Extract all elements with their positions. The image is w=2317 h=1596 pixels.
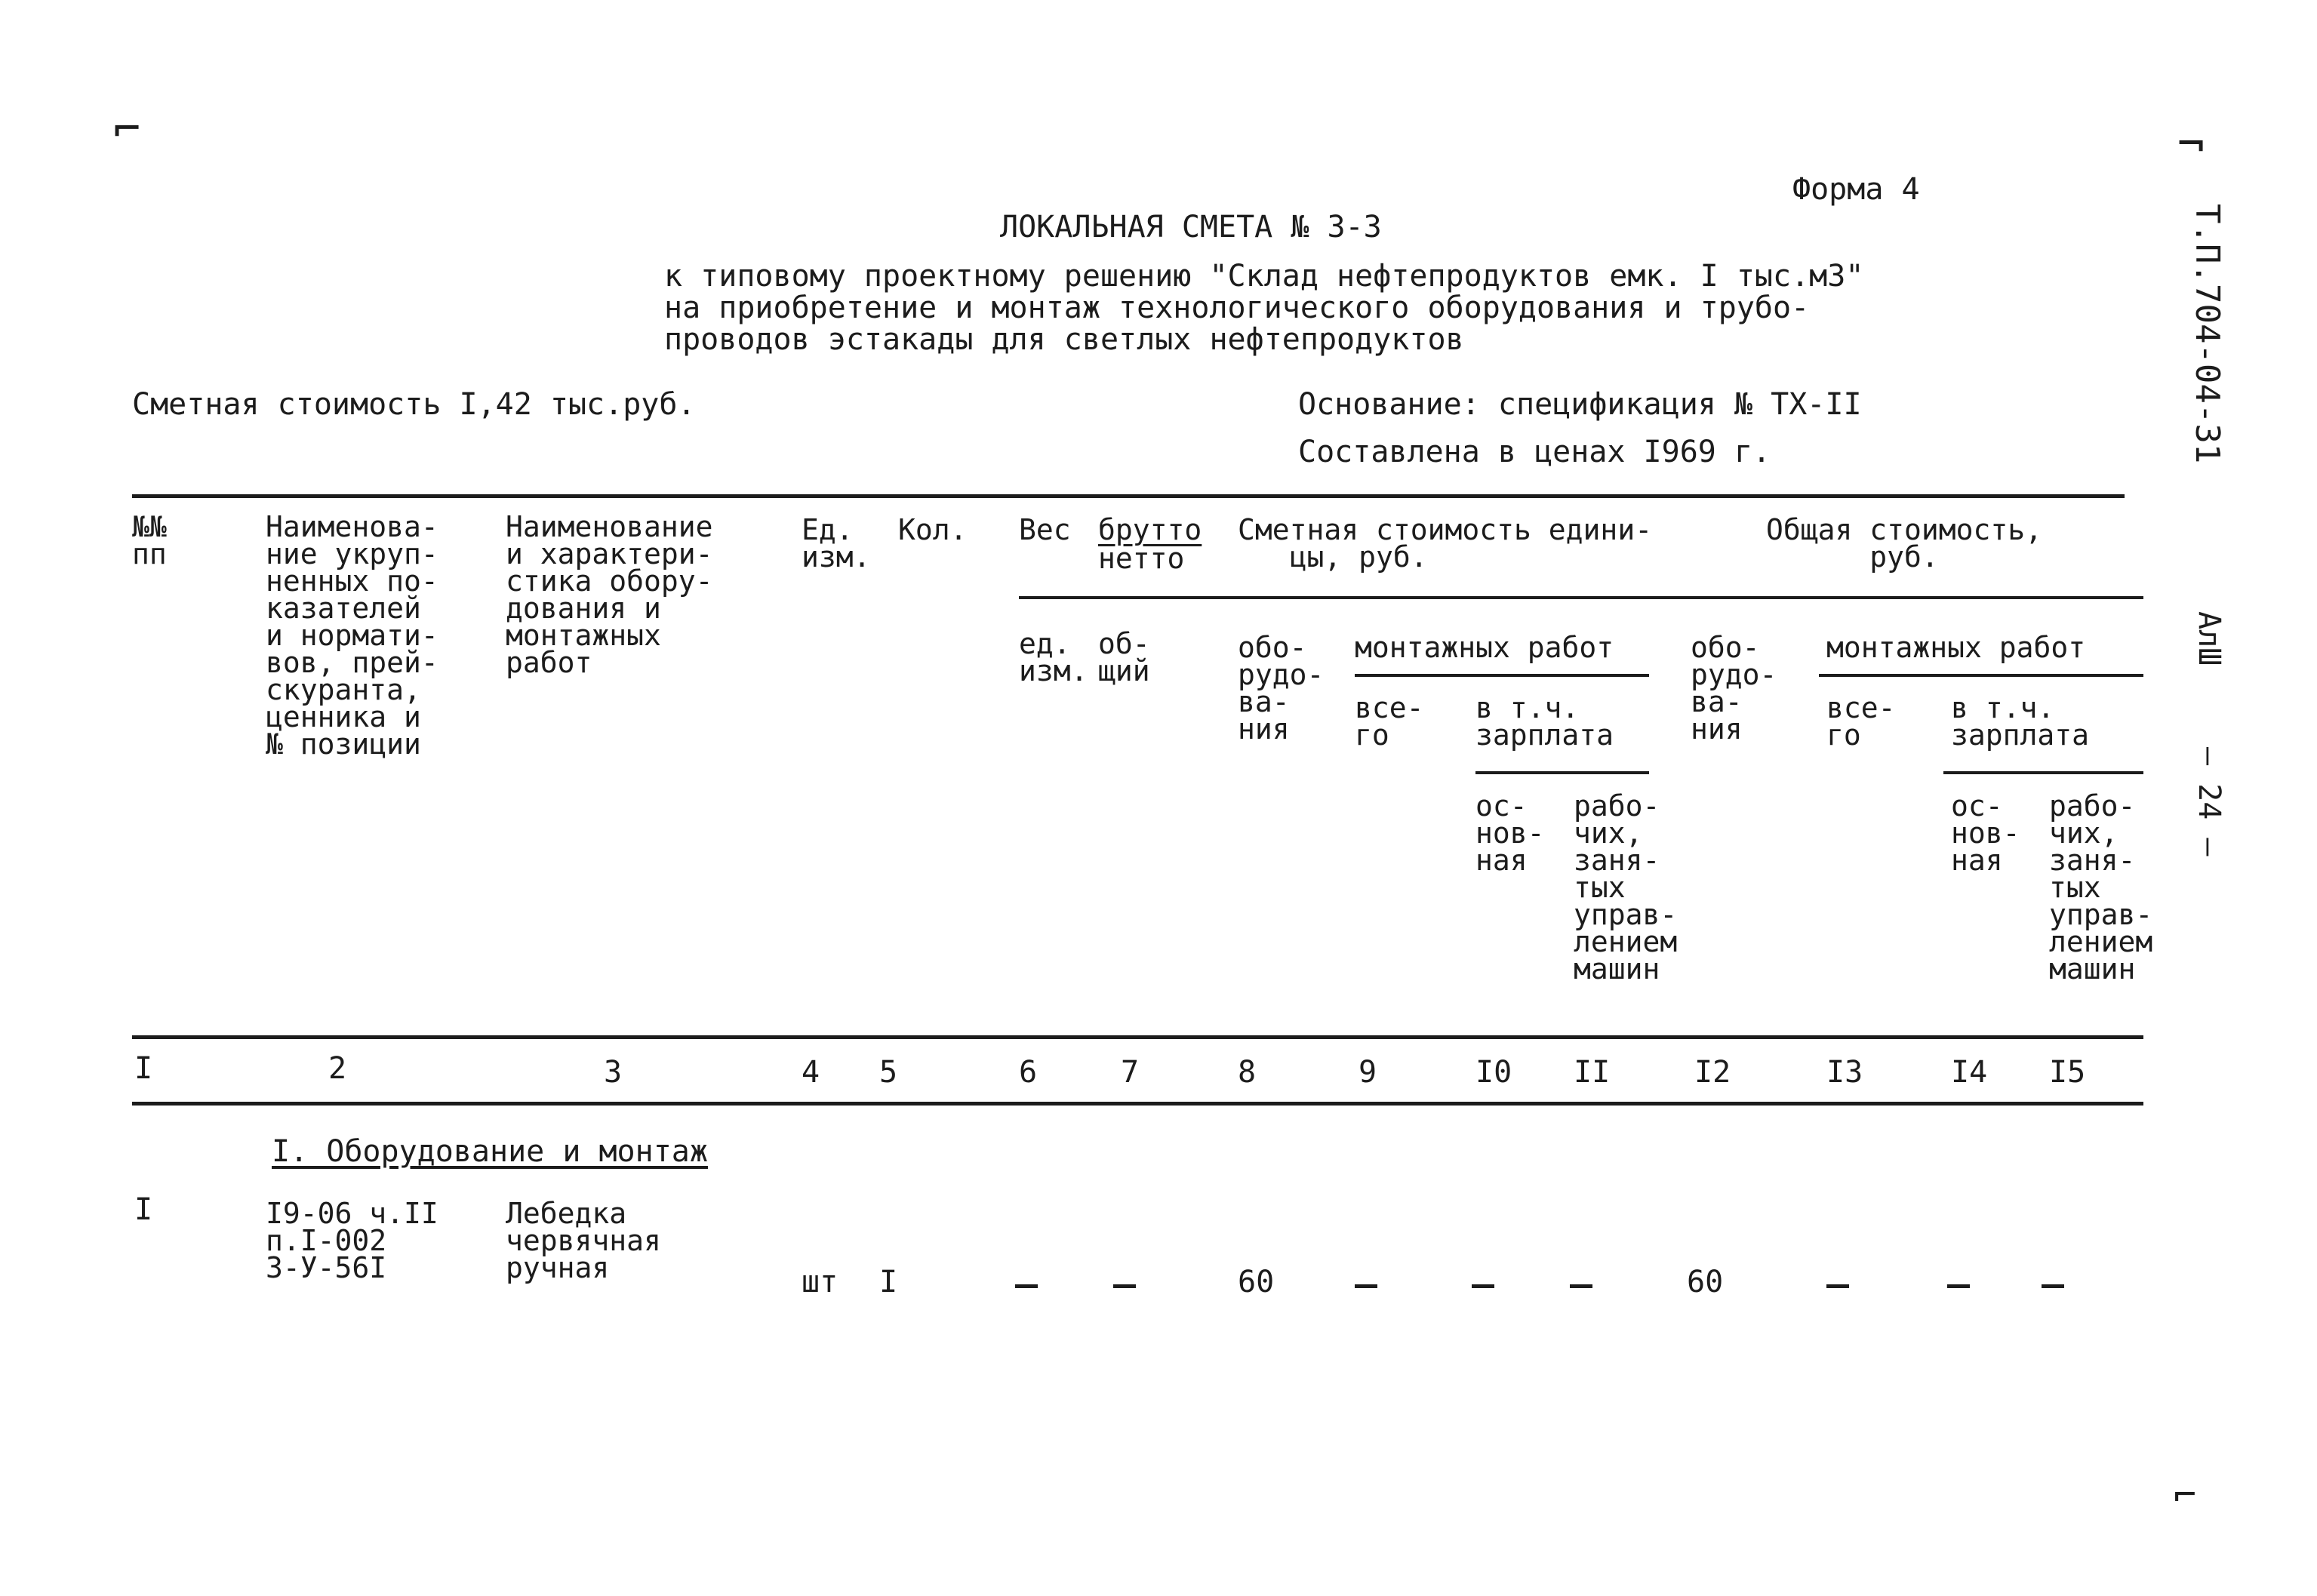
column-number: II bbox=[1574, 1055, 1611, 1090]
column-number: 7 bbox=[1121, 1055, 1140, 1090]
section-title: I. Оборудование и монтаж bbox=[272, 1134, 708, 1169]
side-album: АлШ bbox=[2192, 611, 2226, 666]
column-number: 6 bbox=[1019, 1055, 1038, 1090]
basis-specification: Основание: спецификация № ТХ-II bbox=[1298, 387, 1862, 422]
row-number: I bbox=[134, 1192, 153, 1227]
header-weight-netto: нетто bbox=[1098, 542, 1185, 575]
header-col-code: Наименова- ние укруп- ненных по- казателей и нормати- вов, прей- скуранта, ценника и № позиции bbox=[266, 510, 438, 761]
row-equipment-unit-cost: 60 bbox=[1238, 1265, 1275, 1299]
column-number: I2 bbox=[1694, 1055, 1731, 1090]
header-total-salary-machine: рабо- чих, заня- тых управ- лением машин bbox=[2049, 789, 2153, 986]
header-weight-unit: ед. изм. bbox=[1019, 627, 1088, 687]
subtitle-line-3: проводов эстакады для светлых нефтепродуктов bbox=[664, 322, 1464, 357]
subtitle-line-2: на приобретение и монтаж технологического оборудования и трубо- bbox=[664, 291, 1810, 325]
header-divider-salary-unit bbox=[1475, 771, 1649, 774]
dash-salary-total-basic bbox=[1947, 1284, 1970, 1288]
dash-salary-total-machine bbox=[2042, 1284, 2064, 1288]
column-number: 8 bbox=[1238, 1055, 1257, 1090]
header-total-salary-basic: ос- нов- ная bbox=[1951, 789, 2020, 877]
row-name: Лебедка червячная ручная bbox=[506, 1197, 661, 1284]
header-unit-install-total: все- го bbox=[1355, 691, 1424, 752]
header-col-number: №№ пп bbox=[132, 510, 167, 570]
dash-weight-unit bbox=[1015, 1284, 1038, 1288]
header-col-unit: Ед. изм. bbox=[802, 513, 871, 574]
column-number: 9 bbox=[1359, 1055, 1377, 1090]
estimated-cost: Сметная стоимость I,42 тыс.руб. bbox=[132, 387, 696, 422]
column-number: 4 bbox=[802, 1055, 820, 1090]
header-weight-total: об- щий bbox=[1098, 627, 1150, 687]
dash-weight-total bbox=[1113, 1284, 1136, 1288]
header-divider-weight bbox=[1019, 596, 2143, 599]
column-number: I0 bbox=[1475, 1055, 1512, 1090]
form-label: Форма 4 bbox=[1792, 172, 1920, 207]
dash-salary-unit-machine bbox=[1570, 1284, 1592, 1288]
subtitle-line-1: к типовому проектному решению "Склад нефтепродуктов емк. I тыс.м3" bbox=[664, 259, 1864, 294]
header-weight-prefix: Вес bbox=[1019, 513, 1071, 546]
corner-mark-top-left: ⌐ bbox=[113, 103, 141, 155]
header-total-installation: монтажных работ bbox=[1826, 631, 2086, 664]
header-divider-install-total bbox=[1819, 674, 2143, 677]
header-total-incl-salary: в т.ч. зарплата bbox=[1951, 691, 2090, 752]
header-unit-cost: Сметная стоимость едини- цы, руб. bbox=[1238, 513, 1653, 574]
column-number: 3 bbox=[604, 1055, 623, 1090]
header-divider-install-unit bbox=[1355, 674, 1649, 677]
column-number: I3 bbox=[1826, 1055, 1863, 1090]
header-unit-installation: монтажных работ bbox=[1355, 631, 1614, 664]
column-numbers-rule bbox=[132, 1102, 2143, 1106]
column-number: 2 bbox=[328, 1051, 347, 1086]
column-number: I5 bbox=[2049, 1055, 2086, 1090]
row-quantity: I bbox=[879, 1265, 898, 1299]
header-total-equipment: обо- рудо- ва- ния bbox=[1691, 631, 1777, 746]
header-col-quantity: Кол. bbox=[898, 513, 968, 546]
corner-mark-top-right: ¬ bbox=[2177, 118, 2205, 171]
column-number: I4 bbox=[1951, 1055, 1988, 1090]
header-col-name: Наименование и характери- стика обору- дования и монтажных работ bbox=[506, 510, 713, 679]
column-number: I bbox=[134, 1051, 153, 1086]
table-top-rule bbox=[132, 494, 2125, 498]
corner-mark-bottom-right: ⌐ bbox=[2174, 1473, 2197, 1517]
row-unit: шт bbox=[802, 1265, 838, 1299]
header-total-install-total: все- го bbox=[1826, 691, 1896, 752]
header-weight-brutto: брутто bbox=[1098, 513, 1202, 546]
dash-install-total bbox=[1826, 1284, 1849, 1288]
row-code: I9-06 ч.II п.I-002 3-У-56I bbox=[266, 1197, 438, 1284]
header-bottom-rule bbox=[132, 1035, 2143, 1039]
side-page-number: — 24 — bbox=[2192, 747, 2226, 856]
header-unit-salary-basic: ос- нов- ная bbox=[1475, 789, 1545, 877]
document-title: ЛОКАЛЬНАЯ СМЕТА № 3-3 bbox=[1000, 210, 1382, 244]
dash-salary-unit-basic bbox=[1472, 1284, 1494, 1288]
header-unit-incl-salary: в т.ч. зарплата bbox=[1475, 691, 1614, 752]
header-unit-equipment: обо- рудо- ва- ния bbox=[1238, 631, 1325, 746]
column-number: 5 bbox=[879, 1055, 898, 1090]
header-total-cost: Общая стоимость, руб. bbox=[1766, 513, 2043, 574]
prices-year: Составлена в ценах I969 г. bbox=[1298, 435, 1771, 469]
header-unit-salary-machine: рабо- чих, заня- тых управ- лением машин bbox=[1574, 789, 1678, 986]
row-equipment-total-cost: 60 bbox=[1687, 1265, 1724, 1299]
dash-install-unit-total bbox=[1355, 1284, 1377, 1288]
side-document-code: Т.П.704-04-31 bbox=[2188, 204, 2226, 464]
header-divider-salary-total bbox=[1943, 771, 2143, 774]
